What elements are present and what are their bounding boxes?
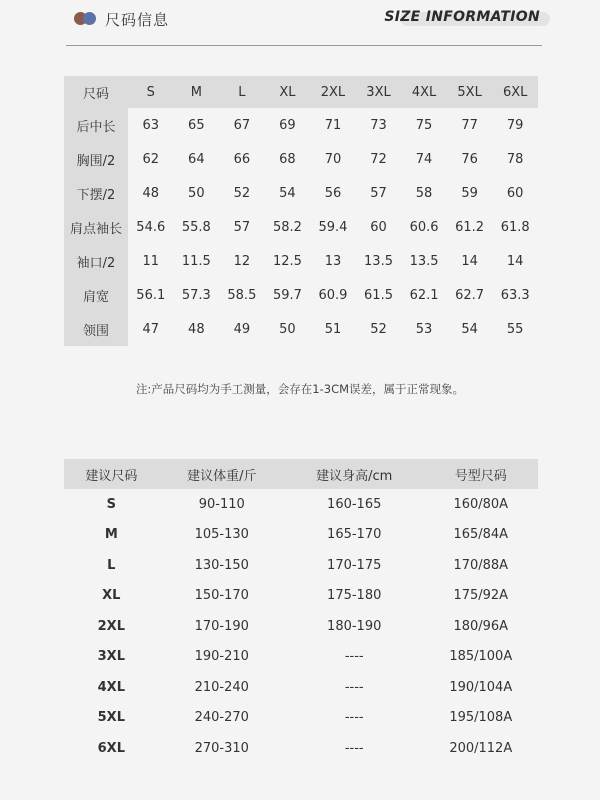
size-cell: M bbox=[104, 527, 118, 543]
table-cell: 48 bbox=[188, 321, 205, 337]
table-cell: 13.5 bbox=[409, 253, 439, 269]
table-row bbox=[64, 520, 538, 551]
blue-dot-icon bbox=[83, 12, 96, 25]
table-cell: 48 bbox=[142, 185, 160, 201]
size-table bbox=[64, 76, 538, 346]
table-cell: 50 bbox=[188, 185, 205, 201]
table-cell: 160/80A bbox=[453, 496, 509, 512]
size-col-header: 3XL bbox=[356, 76, 402, 108]
table-cell: 56.1 bbox=[136, 287, 166, 303]
table-cell: 175-180 bbox=[327, 588, 382, 604]
table-cell: 59.4 bbox=[318, 219, 348, 235]
header-divider bbox=[66, 45, 542, 46]
table-cell: 59.7 bbox=[272, 287, 302, 303]
table-cell: 58 bbox=[415, 185, 433, 201]
table-cell: 53 bbox=[415, 321, 433, 337]
table-cell: 58.2 bbox=[272, 219, 302, 235]
table-cell: 175/92A bbox=[453, 588, 509, 604]
table-row bbox=[64, 703, 538, 734]
table-row bbox=[64, 244, 538, 278]
recommend-col-header: 建议身高/cm bbox=[285, 459, 424, 489]
row-label: 领围 bbox=[64, 312, 128, 346]
table-cell: 57 bbox=[233, 219, 251, 235]
table-cell: 11.5 bbox=[181, 253, 211, 269]
table-cell: 60.9 bbox=[318, 287, 348, 303]
table-cell: 165/84A bbox=[453, 527, 509, 543]
table-cell: ---- bbox=[344, 679, 364, 695]
table-cell: 73 bbox=[370, 117, 387, 133]
table-row bbox=[64, 581, 538, 612]
size-col-header: M bbox=[174, 76, 220, 108]
table-cell: 185/100A bbox=[449, 649, 513, 665]
table-cell: 69 bbox=[279, 117, 296, 133]
table-cell: 270-310 bbox=[194, 740, 249, 756]
table-cell: 52 bbox=[370, 321, 387, 337]
table-cell: 77 bbox=[461, 117, 478, 133]
size-cell: 3XL bbox=[97, 649, 125, 665]
table-cell: 79 bbox=[506, 117, 524, 133]
table-cell: 60.6 bbox=[409, 219, 439, 235]
table-cell: 14 bbox=[461, 253, 478, 269]
table-cell: 68 bbox=[279, 151, 296, 167]
table-cell: 74 bbox=[415, 151, 433, 167]
size-cell: XL bbox=[102, 588, 121, 604]
recommend-col-header: 建议体重/斤 bbox=[159, 459, 285, 489]
table-cell: 59 bbox=[461, 185, 478, 201]
table-cell: 62.7 bbox=[455, 287, 485, 303]
size-col-header: XL bbox=[265, 76, 311, 108]
row-label: 下摆/2 bbox=[64, 176, 128, 210]
table-cell: 67 bbox=[233, 117, 251, 133]
recommend-col-header: 建议尺码 bbox=[64, 459, 159, 489]
row-label: 后中长 bbox=[64, 108, 128, 142]
recommend-table bbox=[64, 459, 538, 764]
table-cell: 62.1 bbox=[409, 287, 439, 303]
table-row bbox=[64, 108, 538, 142]
table-cell: 240-270 bbox=[194, 710, 249, 726]
measurement-note: 注:产品尺码均为手工测量，会存在1-3CM误差，属于正常现象。 bbox=[135, 382, 465, 396]
table-cell: 190-210 bbox=[194, 649, 249, 665]
size-cell: 2XL bbox=[97, 618, 125, 634]
size-cell: S bbox=[106, 496, 116, 512]
table-cell: 76 bbox=[461, 151, 478, 167]
page-title-en-wrap bbox=[384, 9, 540, 29]
size-cell: 4XL bbox=[97, 679, 125, 695]
table-cell: 75 bbox=[415, 117, 433, 133]
table-cell: 170-190 bbox=[194, 618, 249, 634]
table-cell: 150-170 bbox=[194, 588, 249, 604]
table-row bbox=[64, 176, 538, 210]
row-label: 胸围/2 bbox=[64, 142, 128, 176]
table-row bbox=[64, 489, 538, 520]
size-col-header: 6XL bbox=[492, 76, 538, 108]
table-cell: 13 bbox=[324, 253, 342, 269]
table-cell: 58.5 bbox=[227, 287, 257, 303]
table-cell: 60 bbox=[370, 219, 387, 235]
size-cell: 5XL bbox=[97, 710, 125, 726]
table-cell: 54 bbox=[461, 321, 478, 337]
table-cell: 72 bbox=[370, 151, 387, 167]
table-cell: 62 bbox=[142, 151, 160, 167]
table-cell: 12.5 bbox=[272, 253, 302, 269]
table-cell: 180/96A bbox=[453, 618, 509, 634]
size-col-header: 5XL bbox=[447, 76, 493, 108]
row-label: 肩点袖长 bbox=[64, 210, 128, 244]
recommend-col-header: 号型尺码 bbox=[424, 459, 538, 489]
table-cell: 78 bbox=[506, 151, 524, 167]
table-cell: 57 bbox=[370, 185, 387, 201]
table-cell: 105-130 bbox=[194, 527, 249, 543]
table-cell: 63.3 bbox=[500, 287, 530, 303]
header bbox=[0, 0, 600, 46]
size-col-header: 2XL bbox=[310, 76, 356, 108]
table-cell: ---- bbox=[344, 649, 364, 665]
table-cell: 165-170 bbox=[327, 527, 382, 543]
table-row bbox=[64, 733, 538, 764]
table-cell: 14 bbox=[506, 253, 524, 269]
table-cell: 50 bbox=[279, 321, 296, 337]
table-cell: 60 bbox=[506, 185, 524, 201]
table-cell: 195/108A bbox=[449, 710, 513, 726]
size-col-header: L bbox=[219, 76, 265, 108]
table-row bbox=[64, 550, 538, 581]
table-cell: 12 bbox=[233, 253, 251, 269]
table-cell: 13.5 bbox=[364, 253, 393, 269]
table-cell: 61.5 bbox=[364, 287, 393, 303]
table-cell: 47 bbox=[142, 321, 160, 337]
table-row bbox=[64, 642, 538, 673]
size-col-header: 4XL bbox=[401, 76, 447, 108]
table-cell: 190/104A bbox=[449, 679, 513, 695]
size-cell: 6XL bbox=[97, 740, 125, 756]
page-title-cn: 尺码信息 bbox=[105, 11, 170, 29]
table-cell: 55.8 bbox=[181, 219, 211, 235]
table-cell: 54.6 bbox=[136, 219, 166, 235]
table-cell: 54 bbox=[279, 185, 296, 201]
table-cell: 210-240 bbox=[194, 679, 249, 695]
table-row bbox=[64, 278, 538, 312]
table-cell: 51 bbox=[324, 321, 342, 337]
table-cell: ---- bbox=[344, 710, 364, 726]
size-col-header: S bbox=[128, 76, 174, 108]
size-cell: L bbox=[107, 557, 116, 573]
table-cell: 170/88A bbox=[453, 557, 509, 573]
table-cell: 170-175 bbox=[327, 557, 382, 573]
row-label: 肩宽 bbox=[64, 278, 128, 312]
table-cell: 200/112A bbox=[449, 740, 513, 756]
size-table-header-row bbox=[64, 76, 538, 108]
table-cell: 57.3 bbox=[181, 287, 211, 303]
table-row bbox=[64, 142, 538, 176]
table-row bbox=[64, 210, 538, 244]
table-cell: 66 bbox=[233, 151, 251, 167]
table-cell: 90-110 bbox=[198, 496, 245, 512]
row-label: 袖口/2 bbox=[64, 244, 128, 278]
table-row bbox=[64, 672, 538, 703]
table-row bbox=[64, 611, 538, 642]
table-cell: 70 bbox=[324, 151, 342, 167]
table-cell: 63 bbox=[142, 117, 160, 133]
table-cell: 56 bbox=[324, 185, 342, 201]
table-cell: ---- bbox=[344, 740, 364, 756]
page-title-en: SIZE INFORMATION bbox=[384, 9, 540, 25]
table-cell: 130-150 bbox=[194, 557, 249, 573]
size-table-corner: 尺码 bbox=[64, 76, 128, 108]
table-row bbox=[64, 312, 538, 346]
table-cell: 64 bbox=[188, 151, 205, 167]
table-cell: 55 bbox=[506, 321, 524, 337]
table-cell: 52 bbox=[233, 185, 251, 201]
table-cell: 11 bbox=[142, 253, 160, 269]
table-cell: 61.2 bbox=[455, 219, 485, 235]
table-cell: 49 bbox=[233, 321, 251, 337]
table-cell: 65 bbox=[188, 117, 205, 133]
table-cell: 160-165 bbox=[327, 496, 382, 512]
table-cell: 180-190 bbox=[327, 618, 382, 634]
table-cell: 71 bbox=[324, 117, 342, 133]
table-cell: 61.8 bbox=[500, 219, 530, 235]
recommend-table-header-row bbox=[64, 459, 538, 489]
decorative-dots-icon bbox=[74, 12, 100, 26]
